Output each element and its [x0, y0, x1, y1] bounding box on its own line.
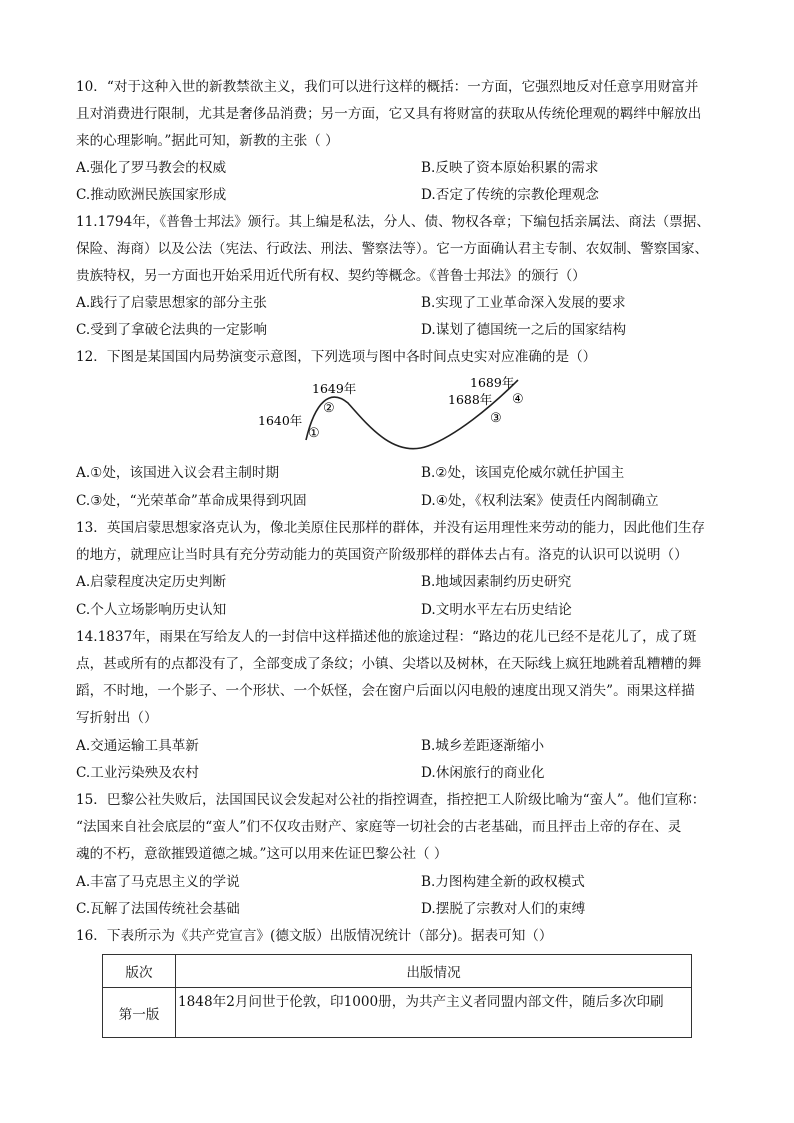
situation-curve-svg [250, 368, 550, 460]
q14-stem-line-2: 点，甚或所有的点都没有了，全部变成了条纹；小镇、尖塔以及树林，在天际线上疯狂地跳着乱糟糟的舞 [76, 656, 702, 672]
q13-stem-line-1: 13．英国启蒙思想家洛克认为，像北美原住民那样的群体，并没有运用理性来劳动的能力，因此他们生存 [76, 520, 706, 536]
label-1689: 1689年 [470, 375, 515, 390]
table-cell-publication: 1848年2月问世于伦敦，印1000册，为共产主义者同盟内部文件，随后多次印刷 [176, 988, 692, 1038]
q12-stem-line-1: 12．下图是某国国内局势演变示意图，下列选项与图中各时间点史实对应准确的是（） [76, 349, 597, 365]
q10-option-c[interactable]: C.推动欧洲民族国家形成 [76, 187, 227, 203]
marker-2: ② [323, 401, 335, 416]
q10-stem-line-2: 且对消费进行限制，尤其是奢侈品消费；另一方面，它又具有将财富的获取从传统伦理观的羁绊中解放出 [76, 106, 702, 122]
q14-option-d[interactable]: D.休闲旅行的商业化 [421, 765, 545, 781]
q10-option-a[interactable]: A.强化了罗马教会的权威 [76, 160, 227, 176]
q11-option-a[interactable]: A.践行了启蒙思想家的部分主张 [76, 295, 267, 311]
marker-3: ③ [490, 411, 502, 426]
q13-stem-line-2: 的地方，就理应让当时具有充分劳动能力的英国资产阶级那样的群体去占有。洛克的认识可以说明（） [76, 547, 688, 563]
q15-option-b[interactable]: B.力图构建全新的政权模式 [421, 874, 585, 890]
q15-stem-line-1: 15．巴黎公社失败后，法国国民议会发起对公社的指控调查，指控把工人阶级比喻为“蛮人”。他们宣称： [76, 792, 706, 808]
q12-option-b[interactable]: B.②处，该国克伦威尔就任护国主 [421, 465, 625, 481]
table-header-edition: 版次 [103, 955, 176, 988]
q14-stem-line-4: 写折射出（） [76, 710, 158, 726]
q13-option-d[interactable]: D.文明水平左右历史结论 [421, 602, 572, 618]
q11-stem-line-2: 保险、海商）以及公法（宪法、行政法、刑法、警察法等）。它一方面确认君主专制、农奴制、警察国家、 [76, 241, 709, 257]
q11-option-d[interactable]: D.谋划了德国统一之后的国家结构 [421, 322, 627, 338]
q14-stem-line-1: 14.1837年，雨果在写给友人的一封信中这样描述他的旅途过程：“路边的花儿已经不是花儿了，成了斑 [76, 629, 697, 645]
q14-option-b[interactable]: B.城乡差距逐渐缩小 [421, 738, 545, 754]
q10-option-d[interactable]: D.否定了传统的宗教伦理观念 [421, 187, 599, 203]
q14-option-c[interactable]: C.工业污染殃及农村 [76, 765, 199, 781]
q14-option-a[interactable]: A.交通运输工具革新 [76, 738, 199, 754]
q15-stem-line-3: 魂的不朽，意欲摧毁道德之城。”这可以用来佐证巴黎公社（ ） [76, 846, 448, 862]
q14-stem-line-3: 蹈，不时地，一个影子、一个形状、一个妖怪，会在窗户后面以闪电般的速度出现又消失”。雨果这样描 [76, 683, 695, 699]
table-header-publication: 出版情况 [176, 955, 692, 988]
q15-option-d[interactable]: D.摆脱了宗教对人们的束缚 [421, 901, 586, 917]
q10-stem-line-3: 来的心理影响。”据此可知，新教的主张（ ） [76, 133, 339, 149]
q15-stem-line-2: “法国来自社会底层的“蛮人”们不仅攻击财产、家庭等一切社会的古老基础，而且抨击上帝的存在、灵 [76, 819, 682, 835]
q10-option-b[interactable]: B.反映了资本原始积累的需求 [421, 160, 599, 176]
marker-1: ① [308, 426, 320, 441]
q15-option-c[interactable]: C.瓦解了法国传统社会基础 [76, 901, 240, 917]
label-1649: 1649年 [312, 381, 357, 396]
q13-option-a[interactable]: A.启蒙程度决定历史判断 [76, 574, 227, 590]
q12-option-a[interactable]: A.①处，该国进入议会君主制时期 [76, 465, 280, 481]
q13-option-b[interactable]: B.地域因素制约历史研究 [421, 574, 572, 590]
publication-table [102, 954, 692, 1038]
q11-option-c[interactable]: C.受到了拿破仑法典的一定影响 [76, 322, 267, 338]
label-1640: 1640年 [258, 413, 303, 428]
table-cell-edition: 第一版 [103, 988, 176, 1038]
label-1688: 1688年 [448, 392, 493, 407]
q12-option-d[interactable]: D.④处，《权利法案》使责任内阁制确立 [421, 493, 659, 509]
table-header-row [103, 955, 692, 988]
q12-option-c[interactable]: C.③处，“光荣革命”革命成果得到巩固 [76, 493, 307, 509]
situation-curve-figure [250, 368, 550, 460]
q11-stem-line-1: 11.1794年，《普鲁士邦法》颁行。其上编是私法，分人、债、物权各章；下编包括亲属法、商法（票据、 [76, 214, 710, 230]
q16-stem-line-1: 16．下表所示为《共产党宣言》(德文版）出版情况统计（部分)。据表可知（） [76, 928, 553, 944]
table-row [103, 988, 692, 1038]
q11-option-b[interactable]: B.实现了工业革命深入发展的要求 [421, 295, 626, 311]
q10-stem-line-1: 10．“对于这种入世的新教禁欲主义，我们可以进行这样的概括：一方面，它强烈地反对任意享用财富并 [76, 79, 699, 95]
marker-4: ④ [512, 392, 524, 407]
q13-option-c[interactable]: C.个人立场影响历史认知 [76, 602, 227, 618]
q15-option-a[interactable]: A.丰富了马克思主义的学说 [76, 874, 240, 890]
q11-stem-line-3: 贵族特权，另一方面也开始采用近代所有权、契约等概念。《普鲁士邦法》的颁行（） [76, 268, 586, 284]
